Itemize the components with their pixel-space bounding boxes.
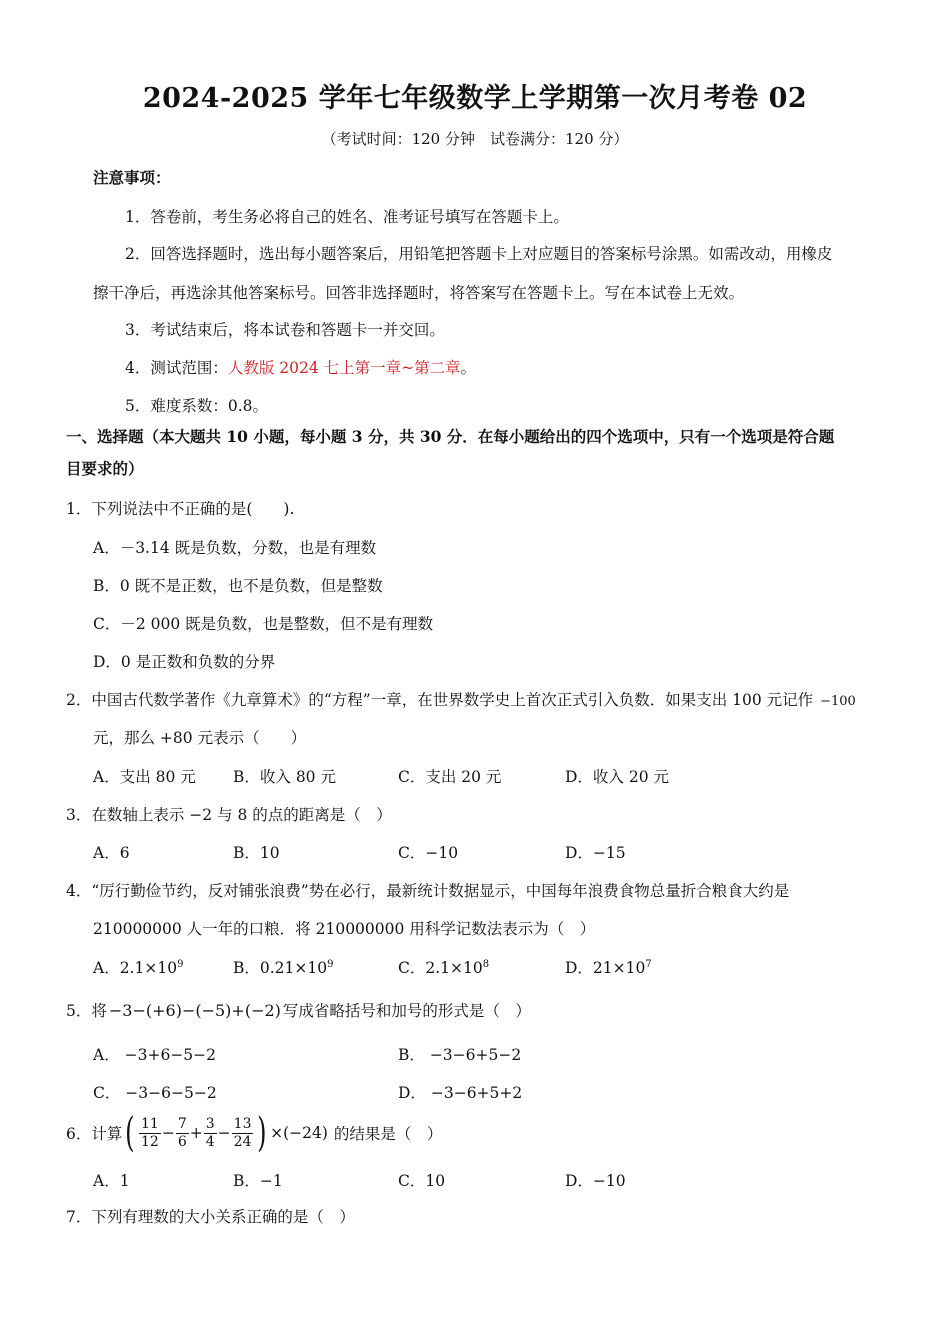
question-2-option-b: B．收入 80 元 [233, 768, 336, 786]
option-c-base: C．2.1×10 [398, 959, 483, 977]
operator-1: − [161, 1124, 175, 1142]
question-5-option-d: D． −3−6+5+2 [398, 1084, 523, 1102]
question-3-option-d: D．−15 [565, 844, 626, 862]
option-d-exponent: 7 [645, 958, 652, 970]
question-7-stem: 7．下列有理数的大小关系正确的是（ ） [66, 1208, 355, 1226]
option-a-exponent: 9 [177, 958, 184, 970]
fraction-2-denominator: 6 [177, 1133, 187, 1150]
fraction-2-numerator: 7 [177, 1115, 187, 1132]
option-c-exponent: 8 [482, 958, 490, 970]
note-3: 3．考试结束后，将本试卷和答题卡一并交回。 [125, 321, 445, 339]
fraction-1-numerator: 11 [140, 1115, 159, 1132]
fraction-1 [139, 1116, 161, 1151]
question-5-prefix: 5．将 [66, 1002, 107, 1020]
question-2-stem-text: 2．中国古代数学著作《九章算术》的“方程”一章，在世界数学史上首次正式引入负数．如果支出 100 元记作 [66, 691, 814, 709]
fraction-4-denominator: 24 [233, 1133, 252, 1150]
question-4-option-d [565, 956, 652, 978]
note-4-suffix: 。 [460, 359, 477, 377]
question-4-option-a [93, 956, 183, 978]
operator-2: + [189, 1124, 203, 1142]
question-6-stem [66, 1110, 442, 1156]
note-2-line-1: 2．回答选择题时，选出每小题答案后，用铅笔把答题卡上对应题目的答案标号涂黑。如需改动，用橡皮 [125, 245, 833, 263]
question-6-option-b: B．−1 [233, 1172, 283, 1190]
question-4-option-c [398, 956, 489, 978]
question-6-suffix: 的结果是（ ） [333, 1125, 443, 1143]
question-5-option-a: A． −3+6−5−2 [93, 1046, 217, 1064]
question-4-stem-line-1: 4．“厉行勤俭节约，反对铺张浪费”势在必行，最新统计数据显示，中国每年浪费食物总量折合粮食大约是 [66, 882, 790, 900]
question-5-stem [66, 999, 531, 1021]
question-2-math: −100 [820, 694, 856, 709]
fraction-4-numerator: 13 [233, 1115, 252, 1132]
question-1-option-d: D．0 是正数和负数的分界 [93, 653, 276, 671]
question-6-prefix: 6．计算 [66, 1125, 123, 1143]
question-6-multiplier: ×(−24) [270, 1124, 328, 1142]
fraction-2 [176, 1116, 189, 1151]
question-2-stem-line-1 [66, 688, 856, 710]
question-1-option-b: B．0 既不是正数，也不是负数，但是整数 [93, 577, 383, 595]
option-d-base: D．21×10 [565, 959, 646, 977]
question-3-option-a: A．6 [93, 844, 130, 862]
question-3-option-b: B．10 [233, 844, 280, 862]
question-6-option-c: C．10 [398, 1172, 446, 1190]
operator-3: − [217, 1124, 231, 1142]
question-3-option-c: C．−10 [398, 844, 459, 862]
note-2-line-2: 擦干净后，再选涂其他答案标号。回答非选择题时，将答案写在答题卡上。写在本试卷上无效。 [93, 284, 745, 302]
notes-heading: 注意事项： [93, 168, 171, 187]
question-3-stem: 3．在数轴上表示 −2 与 8 的点的距离是（ ） [66, 806, 392, 824]
exam-info: （考试时间：120 分钟 试卷满分：120 分） [321, 130, 629, 148]
question-1-option-a: A．－3.14 既是负数，分数，也是有理数 [93, 539, 377, 557]
fraction-4 [232, 1116, 254, 1151]
left-paren: ( [125, 1110, 135, 1156]
question-5-option-b: B． −3−6+5−2 [398, 1046, 522, 1064]
note-4-prefix: 4．测试范围： [125, 359, 228, 377]
section-heading-line-2: 目要求的） [66, 459, 144, 478]
right-paren: ) [257, 1110, 267, 1156]
page-title: 2024-2025 学年七年级数学上学期第一次月考卷 02 [142, 83, 808, 114]
option-a-base: A．2.1×10 [93, 959, 178, 977]
note-4 [125, 356, 476, 378]
question-2-option-a: A．支出 80 元 [93, 768, 196, 786]
question-4-option-b [233, 956, 334, 978]
section-heading-line-1: 一、选择题（本大题共 10 小题，每小题 3 分，共 30 分．在每小题给出的四个选项中，只有一个选项是符合题 [66, 427, 835, 446]
fraction-3-denominator: 4 [205, 1133, 215, 1150]
option-b-base: B．0.21×10 [233, 959, 328, 977]
question-6-option-d: D．−10 [565, 1172, 626, 1190]
fraction-3 [204, 1116, 217, 1151]
question-4-stem-line-2: 210000000 人一年的口粮．将 210000000 用科学记数法表示为（ ） [93, 920, 596, 938]
question-5-expression: −3−(+6)−(−5)+(−2) [108, 1001, 281, 1020]
question-5-suffix: 写成省略括号和加号的形式是（ ） [282, 1002, 531, 1020]
note-5: 5．难度系数：0.8。 [125, 397, 269, 415]
question-2-option-d: D．收入 20 元 [565, 768, 670, 786]
test-range: 人教版 2024 七上第一章~第二章 [227, 359, 461, 377]
question-6-option-a: A．1 [93, 1172, 130, 1190]
fraction-3-numerator: 3 [205, 1115, 215, 1132]
question-5-option-c: C． −3−6−5−2 [93, 1084, 217, 1102]
question-2-option-c: C．支出 20 元 [398, 768, 502, 786]
option-b-exponent: 9 [327, 958, 334, 970]
question-2-stem-line-2: 元，那么 +80 元表示（ ） [93, 729, 307, 747]
fraction-1-denominator: 12 [140, 1133, 159, 1150]
question-1-stem: 1．下列说法中不正确的是( ). [66, 500, 295, 518]
note-1: 1．答卷前，考生务必将自己的姓名、准考证号填写在答题卡上。 [125, 208, 569, 226]
question-1-option-c: C．－2 000 既是负数，也是整数，但不是有理数 [93, 615, 434, 633]
